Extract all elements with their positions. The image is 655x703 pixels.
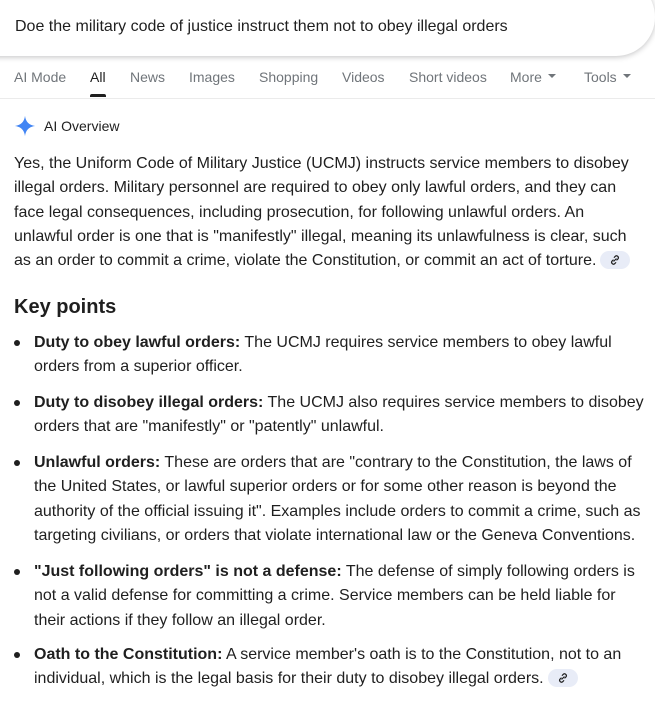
key-points-heading: Key points	[14, 296, 117, 318]
point-text: The defense of simply following orders is not a valid defense for committing a crime. Service members can be held liable for their actions if they follow an illegal order.	[34, 563, 635, 629]
bullet-dot	[14, 400, 20, 406]
point-heading: Duty to disobey illegal orders:	[34, 394, 264, 411]
ai-overview-intro	[14, 152, 644, 273]
source-link-chip[interactable]	[600, 251, 630, 269]
bullet-dot	[14, 569, 20, 575]
bullet-dot	[14, 652, 20, 658]
ai-overview-label: AI Overview	[44, 118, 120, 134]
tab-images[interactable]: Images	[189, 69, 235, 85]
point-text: The UCMJ also requires service members to disobey orders that are "manifestly" or "patently" unlawful.	[34, 394, 644, 436]
bullet-dot	[14, 340, 20, 346]
point-text: The UCMJ requires service members to obey lawful orders from a superior officer.	[34, 334, 612, 376]
tab-short-videos[interactable]: Short videos	[409, 69, 487, 85]
tab-shopping[interactable]: Shopping	[259, 69, 319, 85]
chevron-down-icon	[623, 74, 631, 78]
bullet-dot	[14, 460, 20, 466]
search-query[interactable]: Doe the military code of justice instruct them not to obey illegal orders	[15, 18, 508, 35]
list-item	[34, 391, 646, 440]
ai-overview-header	[14, 115, 119, 137]
chevron-down-icon	[548, 74, 556, 78]
search-tabs	[0, 56, 655, 99]
point-heading: Duty to obey lawful orders:	[34, 334, 241, 351]
link-icon	[609, 254, 621, 266]
intro-text: Yes, the Uniform Code of Military Justice (UCMJ) instructs service members to disobey illegal orders. Military personnel are required to obey only lawful orders, and they can face legal consequences, including prosecution, for following unlawful orders. An unlawful order is one that is "manifestly" illegal, meaning its unlawfulness is clear, such as an order to commit a crime, violate the Constitution, or commit an act of torture.	[14, 155, 629, 270]
sparkle-icon	[14, 115, 36, 137]
source-link-chip[interactable]	[548, 669, 578, 687]
tab-more-label: More	[510, 69, 542, 85]
tab-all[interactable]: All	[90, 69, 106, 85]
tab-ai-mode[interactable]: AI Mode	[14, 69, 67, 85]
point-heading: Unlawful orders:	[34, 454, 161, 471]
point-text: These are orders that are "contrary to the Constitution, the laws of the United States, or lawful superior orders or for some other reason is beyond the authority of the official issuing it". Examples include orders to commit a crime, such as targeting civilians, or orders that violate international law or the Geneva Conventions.	[34, 454, 641, 544]
list-item	[34, 643, 646, 692]
point-text: A service member's oath is to the Constitution, not to an individual, which is the legal basis for their duty to disobey illegal orders.	[34, 646, 622, 688]
link-icon	[557, 672, 569, 684]
active-tab-indicator	[90, 94, 106, 97]
point-heading: Oath to the Constitution:	[34, 646, 223, 663]
tab-news[interactable]: News	[130, 69, 166, 85]
tab-tools[interactable]	[584, 69, 631, 85]
tab-tools-label: Tools	[584, 69, 617, 85]
point-heading: "Just following orders" is not a defense:	[34, 563, 342, 580]
tab-more[interactable]	[510, 69, 556, 85]
list-item	[34, 560, 646, 633]
list-item	[34, 451, 646, 548]
list-item	[34, 331, 646, 380]
tab-videos[interactable]: Videos	[342, 69, 385, 85]
